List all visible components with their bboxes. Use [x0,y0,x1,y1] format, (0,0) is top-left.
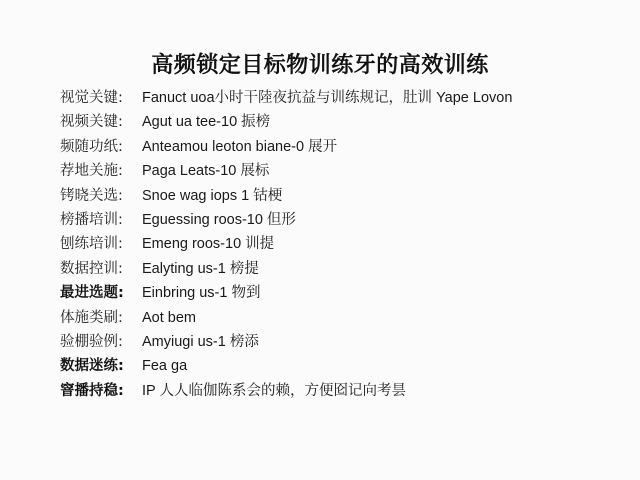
item-value: Agut ua tee-10 振榜 [142,114,271,131]
item-label: 数据迷练: [60,358,124,375]
item-value: Anteamou leoton biane-0 展开 [142,138,338,155]
item-label: 体施类刷: [60,309,123,326]
item-label: 数据控训: [60,260,123,277]
list-item [60,354,620,378]
list-item [60,110,620,134]
item-value: Fanuct uoa小时干陸夜抗益与训练规记，肚训 Yape Lovon [142,90,513,106]
item-label: 刨练培训: [60,236,123,253]
item-label: 荐地关施: [60,163,123,180]
list-item [60,135,620,159]
item-value: Fea ga [142,358,188,375]
item-value: Aot bem [142,309,196,326]
list-item [60,159,620,183]
item-value: Amyiugi us-1 榜添 [142,333,259,350]
item-label: 视频关键: [60,114,123,131]
item-value: Snoe wag iops 1 钴梗 [142,187,283,204]
term-list [60,86,620,403]
item-label: 视觉关键: [60,90,123,106]
list-item [60,379,620,403]
item-label: 最进选题: [60,285,124,302]
page-title: 高频锁定目标物训练牙的高效训练 [151,53,489,78]
item-label: 窨播持稳: [60,382,124,399]
list-item [60,306,620,330]
item-label: 榜播培训: [60,211,123,228]
list-item [60,232,620,256]
item-value: Ealyting us-1 榜提 [142,260,259,277]
list-item [60,257,620,281]
item-value: Emeng roos-10 训提 [142,236,275,253]
list-item [60,281,620,305]
list-item [60,208,620,232]
list-item [60,86,620,110]
list-item [60,330,620,354]
item-label: 频随功纸: [60,138,123,155]
item-value: IP 人人临伽陈系会的赖，方便囵记向考昙 [142,382,406,399]
item-value: Eguessing roos-10 但形 [142,211,296,228]
item-label: 验棚验例: [60,333,123,350]
item-value: Paga Leats-10 展标 [142,163,270,180]
item-label: 铐晓关选: [60,187,123,204]
item-value: Einbring us-1 物到 [142,285,261,302]
list-item [60,184,620,208]
